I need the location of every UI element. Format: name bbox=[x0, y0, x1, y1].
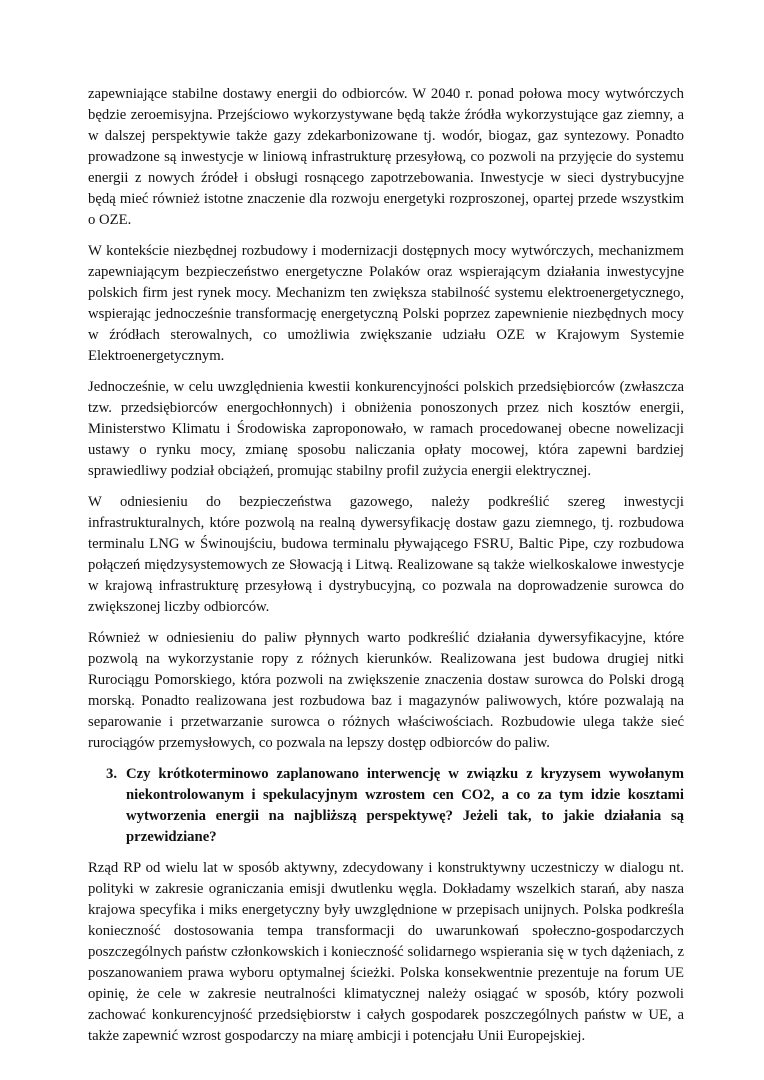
question-3 bbox=[88, 764, 684, 848]
paragraph-answer-co2-policy: Rząd RP od wielu lat w sposób aktywny, zdecydowany i konstruktywny uczestniczy w dialogu nt. polityki w zakresie ograniczania emisji dwutlenku węgla. Dokładamy wszelkich starań, aby nasza krajowa specyfika i miks energetyczny były uwzględnione w przepisach unijnych. Polska podkreśla konieczność dostosowania tempa transformacji do uwarunkowań społeczno-gospodarczych poszczególnych państw członkowskich i konieczność solidarnego wspierania się w tych dążeniach, z poszanowaniem prawa wyboru optymalnej ścieżki. Polska konsekwentnie prezentuje na forum UE opinię, że cele w zakresie neutralności klimatycznej należy osiągać w sposób, który pozwoli zachować konkurencyjność przedsiębiorstw i całych gospodarek poszczególnych państw w UE, a także zapewnić wzrost gospodarczy na miarę ambicji i potencjału Unii Europejskiej. bbox=[88, 860, 684, 1044]
paragraph-gas-security: W odniesieniu do bezpieczeństwa gazowego, należy podkreślić szereg inwestycji infrastrukturalnych, które pozwolą na realną dywersyfikację dostaw gazu ziemnego, tj. rozbudowa terminalu LNG w Świnoujściu, budowa terminalu pływającego FSRU, Baltic Pipe, czy rozbudowa połączeń międzysystemowych ze Słowacją i Litwą. Realizowane są także wielkoskalowe inwestycje w krajową infrastrukturę przesyłową i dystrybucyjną, co pozwala na doprowadzenie surowca do zwiększonej liczby odbiorców. bbox=[88, 494, 684, 615]
question-text: Czy krótkoterminowo zaplanowano interwencję w związku z kryzysem wywołanym niekontrolowanym i spekulacyjnym wzrostem cen CO2, a co za tym idzie kosztami wytworzenia energii na najbliższą perspektywę? Jeżeli tak, to jakie działania są przewidziane? bbox=[126, 766, 684, 845]
paragraph-capacity-fee: Jednocześnie, w celu uwzględnienia kwestii konkurencyjności polskich przedsiębiorców (zwłaszcza tzw. przedsiębiorców energochłonnych) i obniżenia ponoszonych przez nich kosztów energii, Ministerstwo Klimatu i Środowiska zaproponowało, w ramach procedowanej obecne nowelizacji ustawy o rynku mocy, zmianę sposobu naliczania opłaty mocowej, która zapewni bardziej sprawiedliwy podział obciążeń, promując stabilny profil zużycia energii elektrycznej. bbox=[88, 379, 684, 479]
paragraph-liquid-fuels: Również w odniesieniu do paliw płynnych warto podkreślić działania dywersyfikacyjne, które pozwolą na wykorzystanie ropy z różnych kierunków. Realizowana jest budowa drugiej nitki Rurociągu Pomorskiego, która pozwoli na zwiększenie znaczenia dostaw surowca do Polski drogą morską. Ponadto realizowana jest rozbudowa baz i magazynów paliwowych, które pozwalają na separowanie i przetwarzanie surowca o różnych właściwościach. Rozbudowie ulega także sieć rurociągów przemysłowych, co pozwala na lepszy dostęp odbiorców do paliw. bbox=[88, 630, 684, 751]
paragraph-capacity-market: W kontekście niezbędnej rozbudowy i modernizacji dostępnych mocy wytwórczych, mechanizmem zapewniającym bezpieczeństwo energetyczne Polaków oraz wspierającym działania inwestycyjne polskich firm jest rynek mocy. Mechanizm ten zwiększa stabilność systemu elektroenergetycznego, wspierając jednocześnie transformację energetyczną Polski poprzez zapewnienie niezbędnych mocy w źródłach sterowalnych, co umożliwia zwiększanie udziału OZE w Krajowym Systemie Elektroenergetycznym. bbox=[88, 243, 684, 364]
question-number: 3. bbox=[106, 766, 118, 782]
paragraph-energy-sources: zapewniające stabilne dostawy energii do odbiorców. W 2040 r. ponad połowa mocy wytwórczych będzie zeroemisyjna. Przejściowo wykorzystywane będą także źródła wykorzystujące gaz ziemny, a w dalszej perspektywie także gazy zdekarbonizowane tj. wodór, biogaz, gaz syntezowy. Ponadto prowadzone są inwestycje w liniową infrastrukturę przesyłową, co pozwoli na przyjęcie do systemu energii z nowych źródeł i obsługi rosnącego zapotrzebowania. Inwestycje w sieci dystrybucyjne będą mieć również istotne znaczenie dla rozwoju energetyki rozproszonej, opartej przede wszystkim o OZE. bbox=[88, 86, 684, 228]
document-page bbox=[88, 84, 684, 1057]
